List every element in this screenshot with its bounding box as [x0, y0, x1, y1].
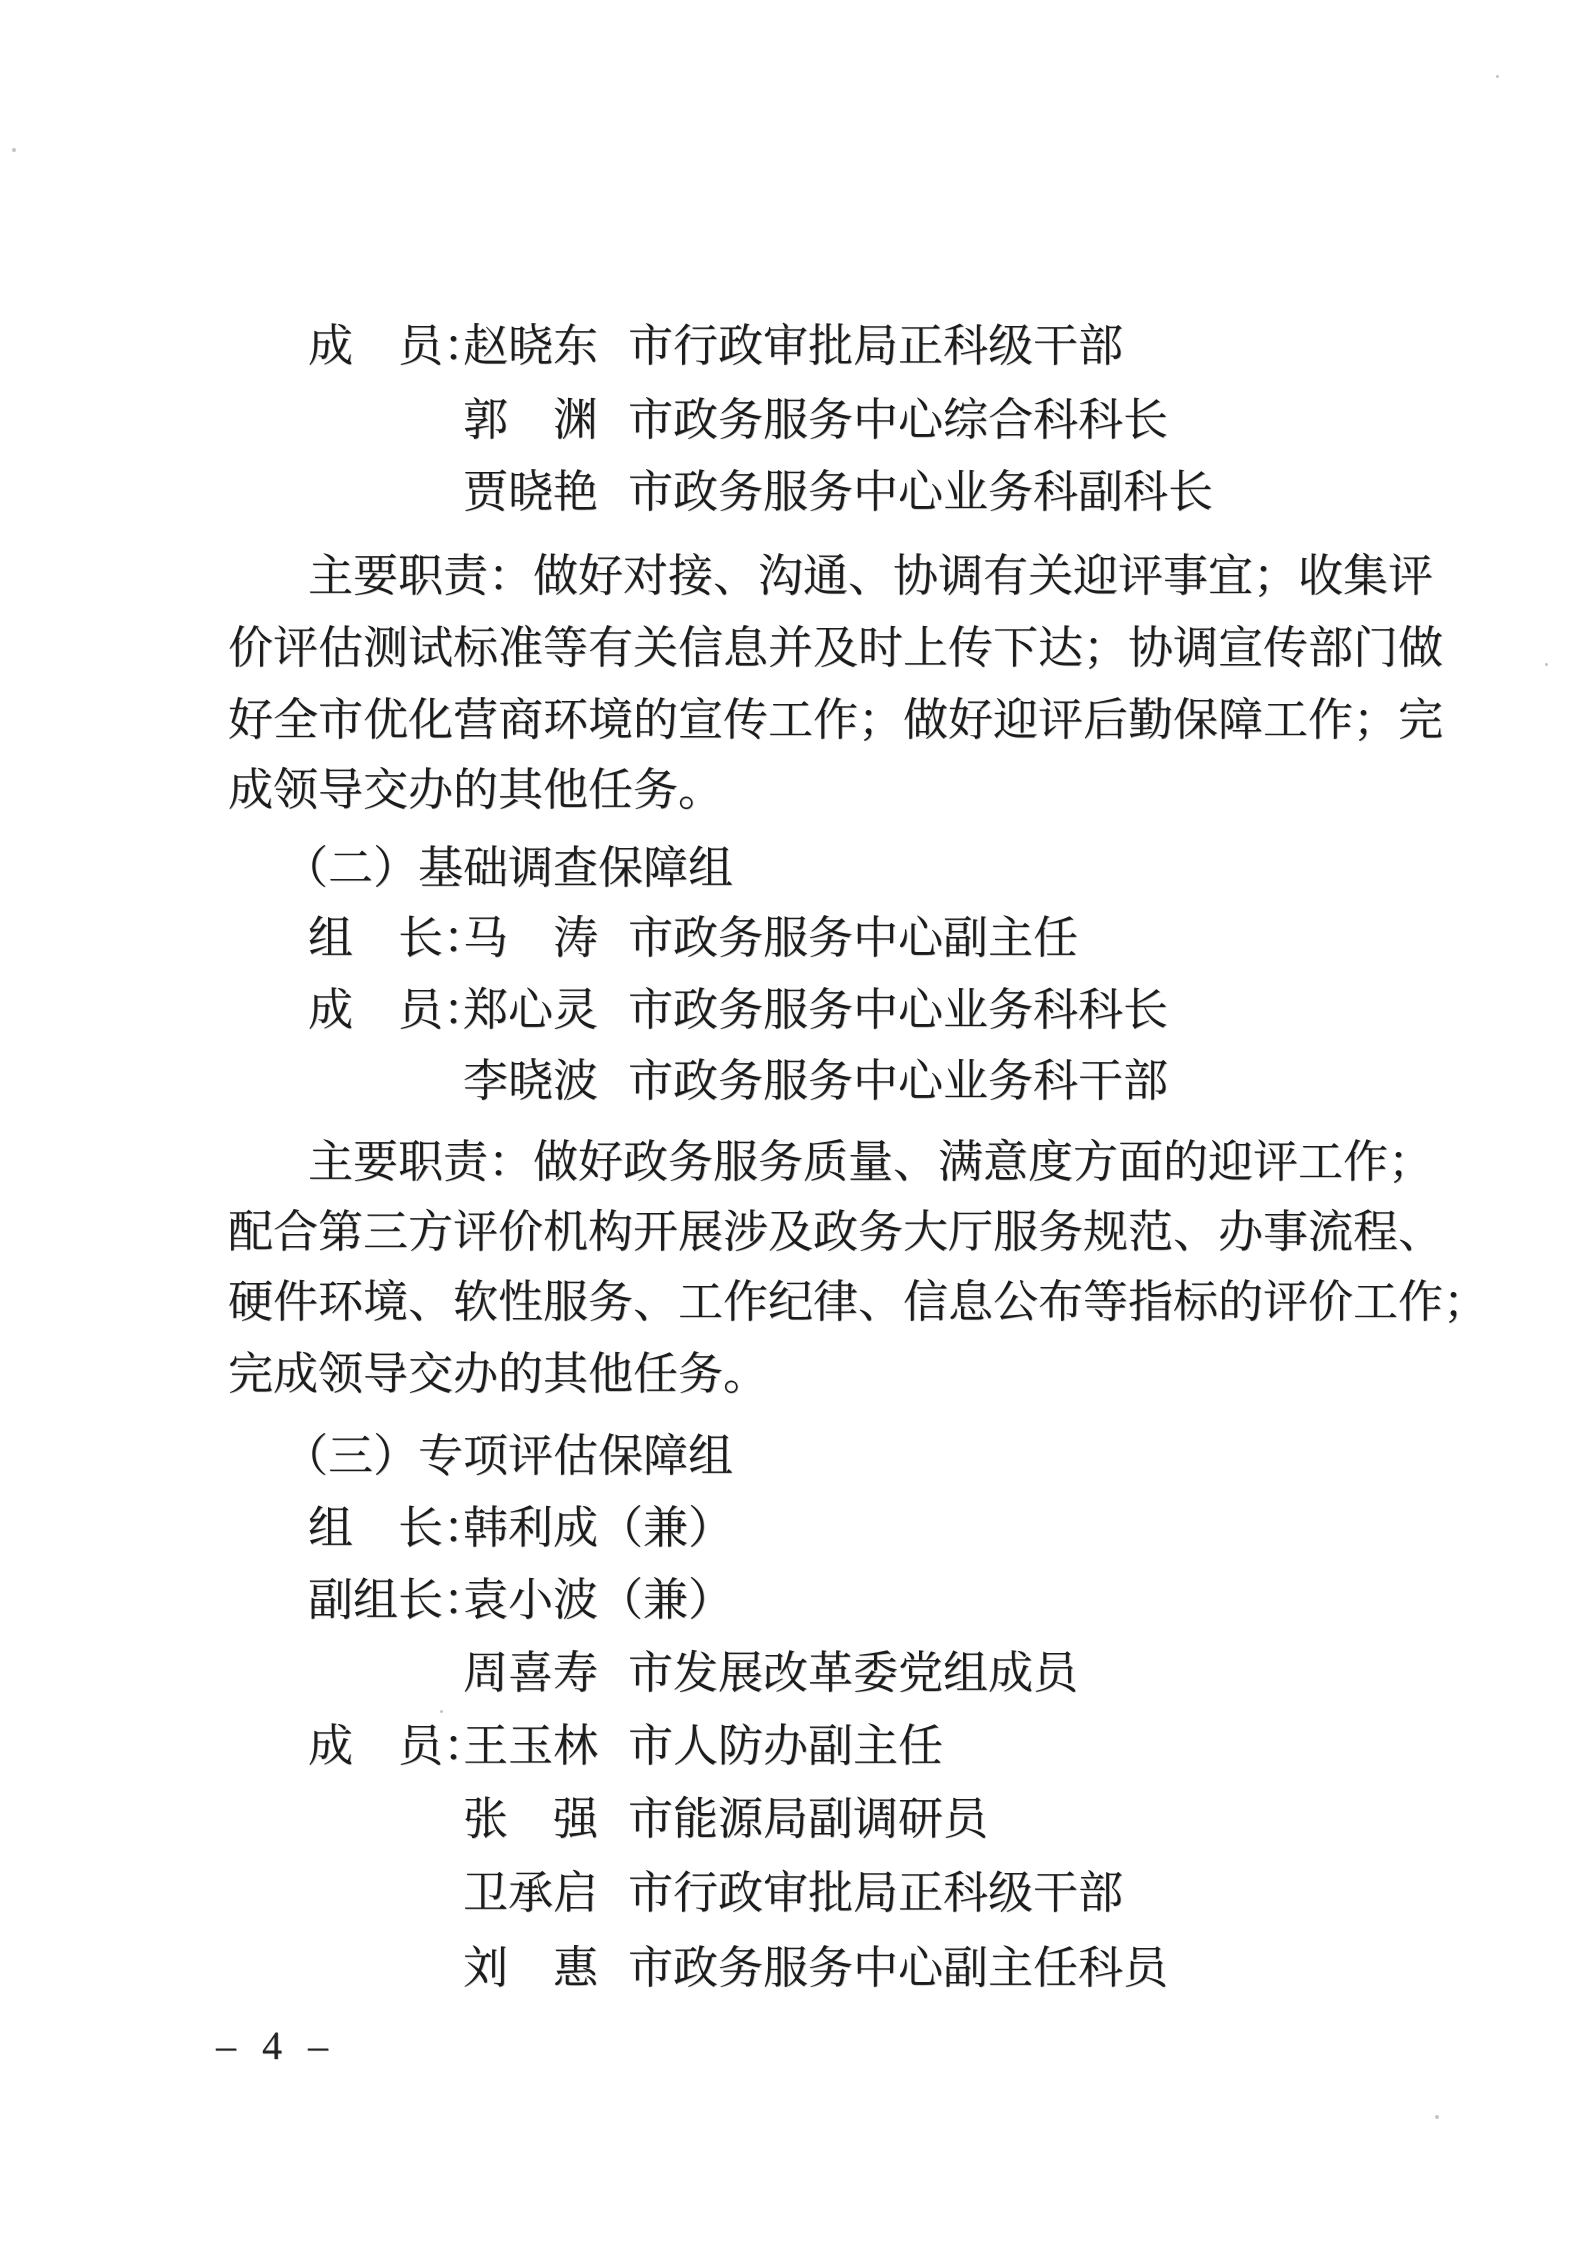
person-name: 郭 渊: [463, 395, 599, 445]
person-title: 市人防办副主任: [628, 1721, 944, 1771]
person-title: 市政务服务中心业务科副科长: [628, 467, 1214, 517]
member-row: [308, 318, 1124, 374]
person-title: 市行政审批局正科级干部: [628, 321, 1124, 371]
role-label: 组 长：: [308, 913, 489, 963]
person-title: 市行政审批局正科级干部: [628, 1868, 1124, 1918]
paragraph-line: 主要职责：做好对接、沟通、协调有关迎评事宜；收集评: [308, 551, 1434, 601]
scan-speck: [12, 148, 16, 152]
paragraph-line: 配合第三方评价机构开展涉及政务大厅服务规范、办事流程、: [228, 1207, 1444, 1257]
person-title: 市发展改革委党组成员: [628, 1648, 1079, 1698]
paragraph-line: 成领导交办的其他任务。: [228, 765, 724, 815]
person-name: 赵晓东: [463, 321, 599, 371]
member-row: [308, 910, 1079, 966]
person-title: 市政务服务中心副主任科员: [628, 1943, 1169, 1993]
section-heading: （二）基础调查保障组: [283, 843, 734, 893]
person-name: 马 涛: [463, 913, 599, 963]
person-name: 郑心灵: [463, 985, 599, 1035]
person-title: 市能源局副调研员: [628, 1794, 989, 1844]
page-number: – 4 –: [216, 2023, 336, 2068]
member-row: [308, 1572, 734, 1628]
member-row: [308, 982, 1169, 1038]
person-title: 市政务服务中心综合科科长: [628, 395, 1169, 445]
role-label: 成 员：: [308, 985, 489, 1035]
person-name: 王玉林: [463, 1721, 599, 1771]
person-name: 周喜寿: [463, 1648, 599, 1698]
scan-speck: [1545, 663, 1548, 666]
paragraph-line: 完成领导交办的其他任务。: [228, 1349, 769, 1399]
person-name: 李晓波: [463, 1056, 599, 1106]
person-name: 贾晓艳: [463, 467, 599, 517]
paragraph-line: 硬件环境、软性服务、工作纪律、信息公布等指标的评价工作；: [228, 1277, 1489, 1327]
member-row: [308, 1718, 944, 1774]
scan-speck: [440, 1710, 443, 1713]
role-label: 成 员：: [308, 1721, 489, 1771]
person-name: 韩利成（兼）: [463, 1503, 734, 1553]
scan-speck: [1496, 75, 1499, 78]
person-title: 市政务服务中心业务科科长: [628, 985, 1169, 1035]
person-name: 张 强: [463, 1794, 599, 1844]
role-label: 副组长：: [308, 1575, 489, 1625]
paragraph-line: 价评估测试标准等有关信息并及时上传下达；协调宣传部门做: [228, 623, 1444, 673]
paragraph-line: 好全市优化营商环境的宣传工作；做好迎评后勤保障工作；完: [228, 695, 1444, 745]
person-title: 市政务服务中心副主任: [628, 913, 1079, 963]
person-name: 刘 惠: [463, 1943, 599, 1993]
section-heading: （三）专项评估保障组: [283, 1431, 734, 1481]
person-name: 卫承启: [463, 1868, 599, 1918]
role-label: 成 员：: [308, 321, 489, 371]
person-title: 市政务服务中心业务科干部: [628, 1056, 1169, 1106]
member-row: [308, 1500, 734, 1556]
person-name: 袁小波（兼）: [463, 1575, 734, 1625]
paragraph-line: 主要职责：做好政务服务质量、满意度方面的迎评工作；: [308, 1137, 1434, 1187]
scan-speck: [1435, 2115, 1439, 2119]
role-label: 组 长：: [308, 1503, 489, 1553]
